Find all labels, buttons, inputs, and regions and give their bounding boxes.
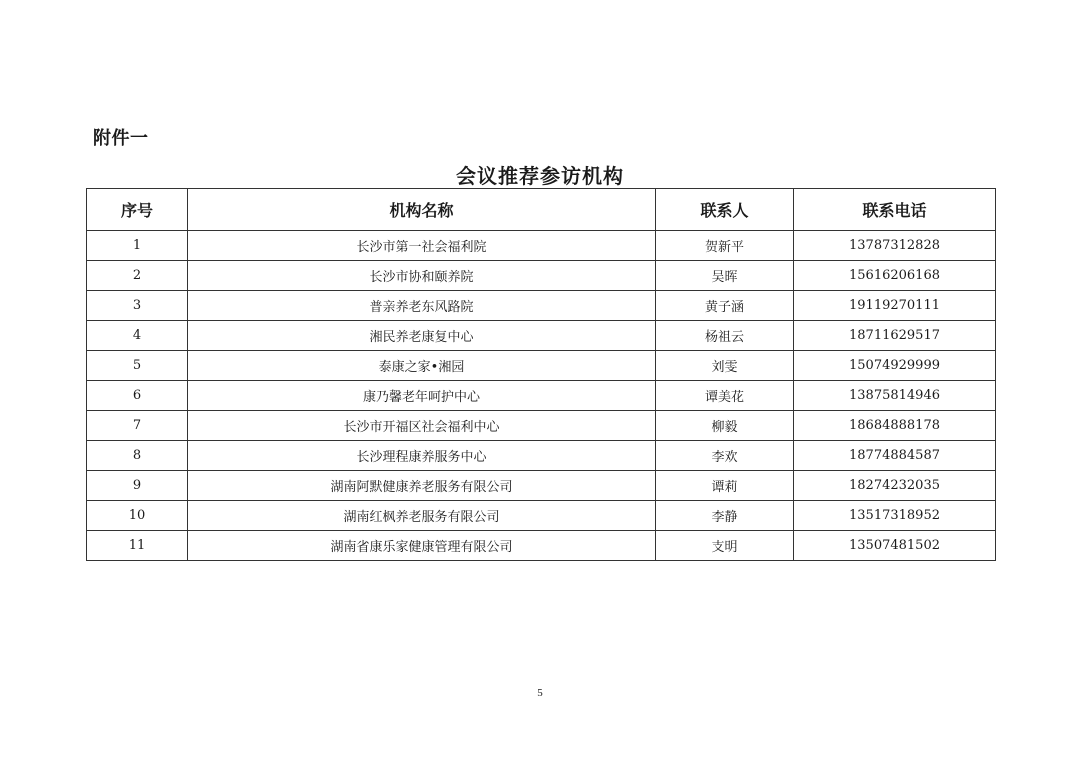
contact-phone-cell: 18684888178 — [794, 411, 996, 441]
table-row — [87, 441, 996, 471]
institution-table — [86, 188, 996, 561]
contact-phone-cell: 15074929999 — [794, 351, 996, 381]
annex-label: 附件一 — [93, 128, 149, 149]
contact-phone-cell: 13517318952 — [794, 501, 996, 531]
page-number: 5 — [537, 687, 543, 699]
contact-person-cell: 李静 — [656, 501, 794, 531]
contact-phone-cell: 13507481502 — [794, 531, 996, 561]
table-header-row — [87, 189, 996, 231]
serial-number-cell: 1 — [87, 231, 188, 261]
serial-number-cell: 11 — [87, 531, 188, 561]
table-row — [87, 291, 996, 321]
serial-number-cell: 9 — [87, 471, 188, 501]
contact-phone-cell: 19119270111 — [794, 291, 996, 321]
header-contact-person: 联系人 — [656, 189, 794, 231]
table-row — [87, 321, 996, 351]
serial-number-cell: 2 — [87, 261, 188, 291]
header-institution-name: 机构名称 — [188, 189, 656, 231]
institution-name-cell: 湖南阿默健康养老服务有限公司 — [188, 471, 656, 501]
serial-number-cell: 6 — [87, 381, 188, 411]
serial-number-cell: 10 — [87, 501, 188, 531]
table-row — [87, 231, 996, 261]
contact-person-cell: 刘雯 — [656, 351, 794, 381]
serial-number-cell: 7 — [87, 411, 188, 441]
contact-person-cell: 杨祖云 — [656, 321, 794, 351]
institution-name-cell: 长沙市协和颐养院 — [188, 261, 656, 291]
institution-name-cell: 长沙理程康养服务中心 — [188, 441, 656, 471]
serial-number-cell: 3 — [87, 291, 188, 321]
table-row — [87, 471, 996, 501]
contact-person-cell: 李欢 — [656, 441, 794, 471]
table-row — [87, 411, 996, 441]
institution-name-cell: 长沙市开福区社会福利中心 — [188, 411, 656, 441]
contact-phone-cell: 18274232035 — [794, 471, 996, 501]
header-contact-phone: 联系电话 — [794, 189, 996, 231]
table-row — [87, 381, 996, 411]
serial-number-cell: 8 — [87, 441, 188, 471]
institution-name-cell: 湘民养老康复中心 — [188, 321, 656, 351]
contact-person-cell: 柳毅 — [656, 411, 794, 441]
contact-person-cell: 谭美花 — [656, 381, 794, 411]
table-row — [87, 531, 996, 561]
contact-person-cell: 谭莉 — [656, 471, 794, 501]
institution-name-cell: 康乃馨老年呵护中心 — [188, 381, 656, 411]
contact-phone-cell: 13787312828 — [794, 231, 996, 261]
contact-person-cell: 支明 — [656, 531, 794, 561]
contact-phone-cell: 15616206168 — [794, 261, 996, 291]
header-serial-number: 序号 — [87, 189, 188, 231]
contact-phone-cell: 18774884587 — [794, 441, 996, 471]
table-row — [87, 501, 996, 531]
document-title: 会议推荐参访机构 — [456, 164, 624, 188]
contact-phone-cell: 13875814946 — [794, 381, 996, 411]
contact-phone-cell: 18711629517 — [794, 321, 996, 351]
table-row — [87, 351, 996, 381]
institution-name-cell: 泰康之家•湘园 — [188, 351, 656, 381]
contact-person-cell: 黄子涵 — [656, 291, 794, 321]
table-row — [87, 261, 996, 291]
contact-person-cell: 贺新平 — [656, 231, 794, 261]
contact-person-cell: 吴晖 — [656, 261, 794, 291]
institution-name-cell: 长沙市第一社会福利院 — [188, 231, 656, 261]
institution-name-cell: 湖南省康乐家健康管理有限公司 — [188, 531, 656, 561]
serial-number-cell: 4 — [87, 321, 188, 351]
institution-name-cell: 普亲养老东风路院 — [188, 291, 656, 321]
serial-number-cell: 5 — [87, 351, 188, 381]
institution-name-cell: 湖南红枫养老服务有限公司 — [188, 501, 656, 531]
